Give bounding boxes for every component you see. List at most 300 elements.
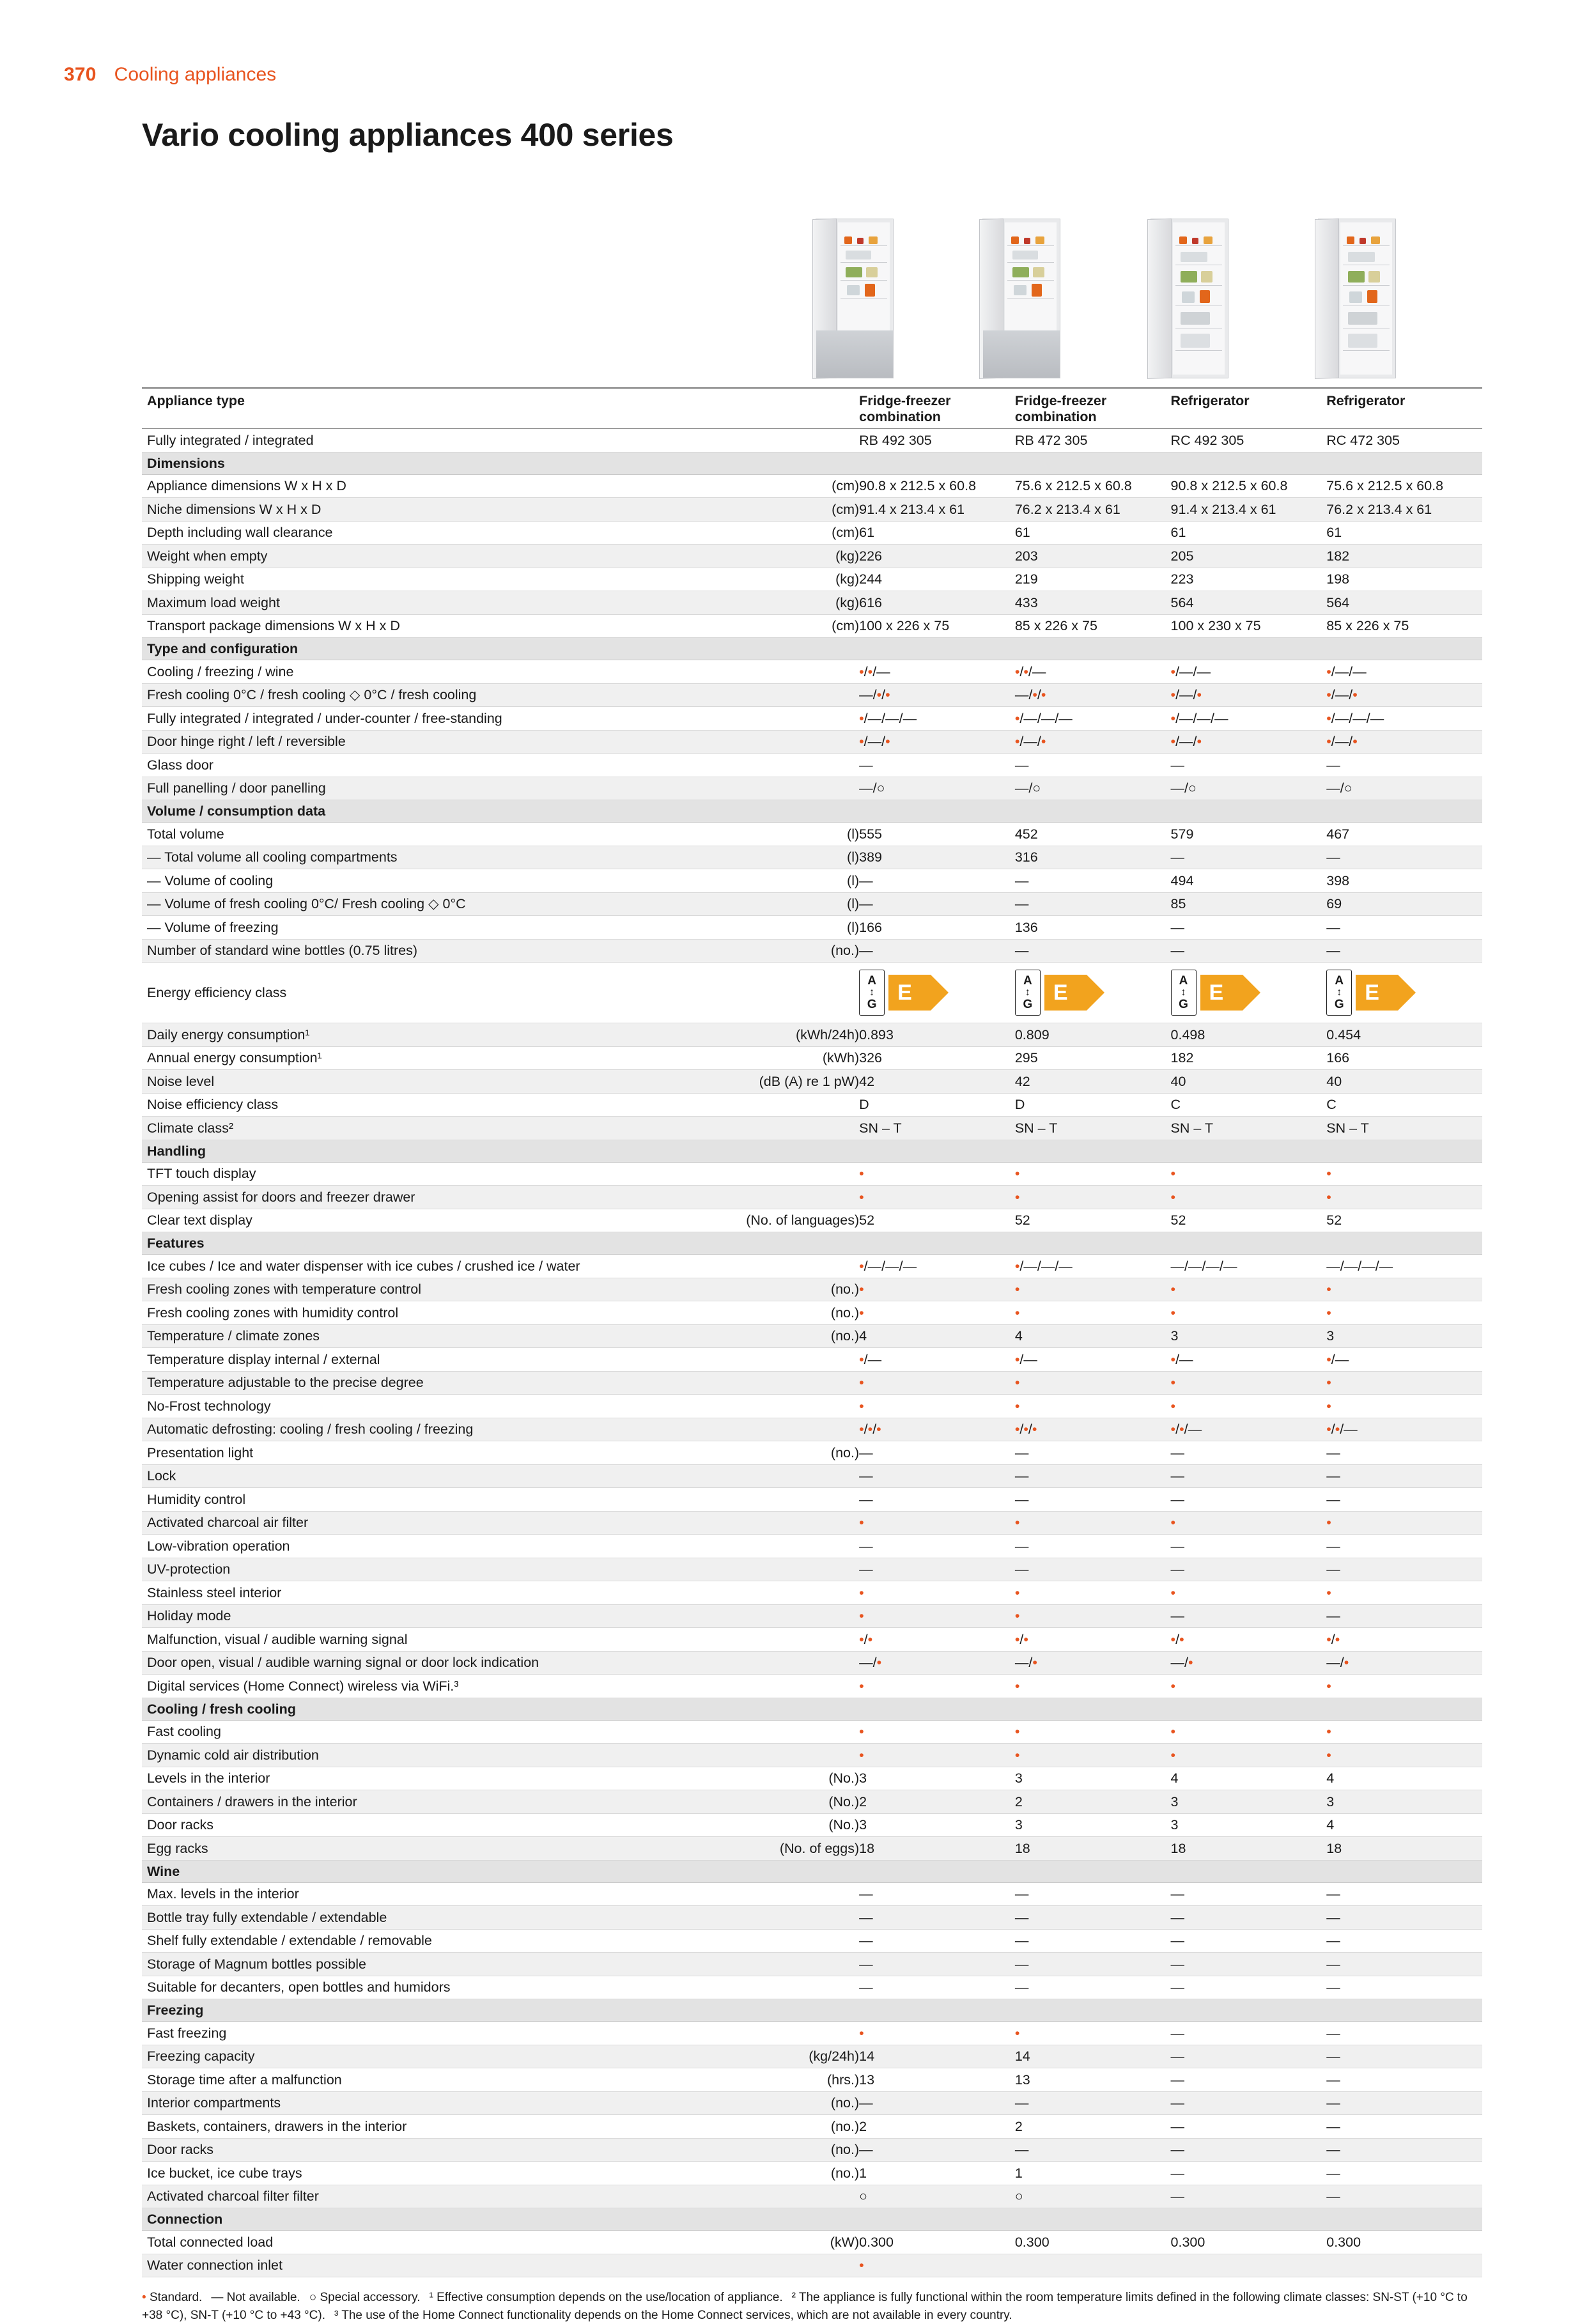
row-value-2: —	[1171, 2115, 1327, 2139]
energy-class-arrow: E	[1044, 975, 1104, 1011]
row-value-3: —	[1326, 1558, 1482, 1581]
row-value-2: —	[1171, 1604, 1327, 1628]
row-value-2: —	[1171, 2185, 1327, 2208]
row-label: Digital services (Home Connect) wireless via WiFi.³	[142, 1675, 715, 1698]
row-value-0: —	[859, 1488, 1015, 1512]
row-value-0: 61	[859, 521, 1015, 545]
row-value-2: —	[1171, 1441, 1327, 1465]
row-label: Annual energy consumption¹	[142, 1046, 715, 1070]
row-unit: (no.)	[715, 2091, 859, 2115]
row-label: Climate class²	[142, 1117, 715, 1140]
row-value-2: •/—/—	[1171, 660, 1327, 684]
row-unit	[715, 1117, 859, 1140]
row-unit: (cm)	[715, 521, 859, 545]
row-value-2: 100 x 230 x 75	[1171, 614, 1327, 638]
table-row	[142, 660, 1482, 684]
table-row	[142, 1278, 1482, 1301]
row-label: Activated charcoal filter filter	[142, 2185, 715, 2208]
row-unit: (kWh/24h)	[715, 1023, 859, 1047]
row-value-0: 100 x 226 x 75	[859, 614, 1015, 638]
row-value-3: •/—/—/—	[1326, 707, 1482, 731]
row-value-2: •	[1171, 1675, 1327, 1698]
row-value-3: •	[1326, 1186, 1482, 1209]
row-value-1: •/—/•	[1015, 730, 1171, 754]
row-label: — Volume of freezing	[142, 916, 715, 940]
row-value-0: •	[859, 2022, 1015, 2045]
row-value-0: —	[859, 1976, 1015, 1999]
footnotes: • Standard. — Not available. ○ Special accessory. ¹ Effective consumption depends on the use/location of appliance. ² The appliance is fully functional within the room temperature limits defined in the following climate classes: SN-ST (+10 °C to +38 °C), SN-T (+10 °C to +43 °C). ³ The use of the Home Connect functionality depends on the Home Connect services, which are not available in every country.	[142, 2291, 1468, 2322]
page-title: Vario cooling appliances 400 series	[142, 117, 674, 153]
table-row	[142, 1117, 1482, 1140]
row-value-1: •	[1015, 1675, 1171, 1698]
table-row	[142, 1813, 1482, 1837]
row-value-0: •/—/—/—	[859, 1255, 1015, 1278]
row-value-1: 452	[1015, 823, 1171, 846]
row-label: Opening assist for doors and freezer drawer	[142, 1186, 715, 1209]
row-value-0: —/○	[859, 777, 1015, 800]
row-value-0: •/—/•	[859, 730, 1015, 754]
row-value-2: —/○	[1171, 777, 1327, 800]
row-value-1: —	[1015, 1976, 1171, 1999]
energy-scale: A ↕ G	[1326, 970, 1352, 1016]
table-row	[142, 869, 1482, 893]
row-value-0: —	[859, 2091, 1015, 2115]
row-label: TFT touch display	[142, 1162, 715, 1186]
row-value-3: —	[1326, 1882, 1482, 1906]
row-value-2: C	[1171, 1093, 1327, 1117]
fully-integrated-label: Fully integrated / integrated	[142, 429, 715, 453]
row-value-0: —	[859, 754, 1015, 777]
row-label: Noise level	[142, 1070, 715, 1094]
table-row	[142, 2254, 1482, 2277]
row-value-2: 0.498	[1171, 1023, 1327, 1047]
row-unit	[715, 2022, 859, 2045]
row-value-1: —	[1015, 1929, 1171, 1953]
row-label: Cooling / freezing / wine	[142, 660, 715, 684]
row-value-3: —	[1326, 1535, 1482, 1558]
row-value-2: •	[1171, 1162, 1327, 1186]
group-header-handling: Handling	[142, 1140, 1482, 1162]
row-unit	[715, 1535, 859, 1558]
row-unit	[715, 1488, 859, 1512]
table-row	[142, 1395, 1482, 1418]
row-value-3: —	[1326, 2022, 1482, 2045]
row-value-3: •	[1326, 1675, 1482, 1698]
row-value-2: 223	[1171, 568, 1327, 591]
row-label: Appliance dimensions W x H x D	[142, 474, 715, 498]
row-value-1: •/•/•	[1015, 1418, 1171, 1441]
row-value-3: —	[1326, 1464, 1482, 1488]
table-row	[142, 916, 1482, 940]
row-value-1: •	[1015, 1301, 1171, 1325]
table-row	[142, 939, 1482, 963]
table-row	[142, 754, 1482, 777]
row-value-2: —	[1171, 1488, 1327, 1512]
row-label: Total connected load	[142, 2231, 715, 2254]
row-label: Bottle tray fully extendable / extendable	[142, 1906, 715, 1930]
row-value-0: 91.4 x 213.4 x 61	[859, 498, 1015, 522]
row-value-2: SN – T	[1171, 1117, 1327, 1140]
group-header-cooling-fresh-cooling: Cooling / fresh cooling	[142, 1698, 1482, 1720]
row-value-3: •/—/•	[1326, 730, 1482, 754]
row-value-1: —	[1015, 1906, 1171, 1930]
row-value-2: 4	[1171, 1767, 1327, 1790]
table-row	[142, 1628, 1482, 1652]
row-value-1: —	[1015, 939, 1171, 963]
row-value-3: 0.300	[1326, 2231, 1482, 2254]
row-unit: (no.)	[715, 2115, 859, 2139]
row-value-0: •	[859, 1720, 1015, 1744]
row-value-2: •	[1171, 1395, 1327, 1418]
row-unit: (kg)	[715, 591, 859, 615]
column-model-1: RB 472 305	[1015, 429, 1171, 453]
row-value-2: —/—/—/—	[1171, 1255, 1327, 1278]
row-value-0: 616	[859, 591, 1015, 615]
row-value-2: •/—/•	[1171, 683, 1327, 707]
row-value-3: 166	[1326, 1046, 1482, 1070]
row-value-0: 2	[859, 1790, 1015, 1814]
row-value-3: •	[1326, 1720, 1482, 1744]
row-label: Malfunction, visual / audible warning signal	[142, 1628, 715, 1652]
table-row	[142, 2045, 1482, 2068]
row-value-3: •/•	[1326, 1628, 1482, 1652]
row-value-3: C	[1326, 1093, 1482, 1117]
energy-class-arrow: E	[1200, 975, 1260, 1011]
row-value-0: 389	[859, 846, 1015, 869]
row-unit	[715, 1882, 859, 1906]
row-value-3: •	[1326, 1301, 1482, 1325]
row-unit: (l)	[715, 869, 859, 893]
row-value-1: •	[1015, 1395, 1171, 1418]
row-value-3: 52	[1326, 1209, 1482, 1232]
row-label: Noise efficiency class	[142, 1093, 715, 1117]
row-value-0: •/—	[859, 1348, 1015, 1372]
row-value-0: •	[859, 1604, 1015, 1628]
row-unit	[715, 1906, 859, 1930]
table-row	[142, 2185, 1482, 2208]
row-unit: (hrs.)	[715, 2068, 859, 2092]
row-value-2: —	[1171, 1929, 1327, 1953]
row-value-1: •	[1015, 1371, 1171, 1395]
row-value-1: 0.809	[1015, 1023, 1171, 1047]
table-row	[142, 1581, 1482, 1605]
table-row	[142, 892, 1482, 916]
row-value-3: —	[1326, 1976, 1482, 1999]
row-label: Low-vibration operation	[142, 1535, 715, 1558]
row-unit	[715, 1953, 859, 1976]
row-unit: (No.)	[715, 1767, 859, 1790]
row-label: Temperature adjustable to the precise degree	[142, 1371, 715, 1395]
row-value-0: 1	[859, 2162, 1015, 2185]
row-value-0: 3	[859, 1767, 1015, 1790]
row-value-1: •	[1015, 2022, 1171, 2045]
row-unit: (l)	[715, 846, 859, 869]
row-value-0: —	[859, 2138, 1015, 2162]
row-label: Freezing capacity	[142, 2045, 715, 2068]
table-row	[142, 521, 1482, 545]
row-label: Levels in the interior	[142, 1767, 715, 1790]
table-row	[142, 1186, 1482, 1209]
row-value-0: •	[859, 1395, 1015, 1418]
row-label: — Total volume all cooling compartments	[142, 846, 715, 869]
row-value-0: 226	[859, 545, 1015, 568]
row-label: Holiday mode	[142, 1604, 715, 1628]
row-unit: (no.)	[715, 1324, 859, 1348]
row-value-0: —	[859, 1535, 1015, 1558]
row-value-1: 52	[1015, 1209, 1171, 1232]
row-label: Shipping weight	[142, 568, 715, 591]
row-label: Fresh cooling zones with humidity control	[142, 1301, 715, 1325]
row-label: Door racks	[142, 2138, 715, 2162]
column-model-0: RB 492 305	[859, 429, 1015, 453]
row-value-1: •/—/—/—	[1015, 707, 1171, 731]
row-label: UV-protection	[142, 1558, 715, 1581]
row-value-1: —	[1015, 1882, 1171, 1906]
row-value-0: D	[859, 1093, 1015, 1117]
table-row	[142, 1604, 1482, 1628]
table-row	[142, 1744, 1482, 1767]
row-value-0: —/•	[859, 1651, 1015, 1675]
row-label: Containers / drawers in the interior	[142, 1790, 715, 1814]
energy-label-cell-0	[859, 963, 1015, 1023]
row-value-2: 90.8 x 212.5 x 60.8	[1171, 474, 1327, 498]
table-row	[142, 1558, 1482, 1581]
table-row	[142, 1675, 1482, 1698]
row-value-0: •	[859, 1675, 1015, 1698]
row-label: Transport package dimensions W x H x D	[142, 614, 715, 638]
row-value-0: —	[859, 1558, 1015, 1581]
row-unit: (no.)	[715, 1301, 859, 1325]
row-value-1: •	[1015, 1581, 1171, 1605]
row-label: Water connection inlet	[142, 2254, 715, 2277]
row-value-3: —	[1326, 1488, 1482, 1512]
row-label: Fast freezing	[142, 2022, 715, 2045]
row-value-2: —	[1171, 939, 1327, 963]
row-label: No-Frost technology	[142, 1395, 715, 1418]
row-value-2: 40	[1171, 1070, 1327, 1094]
row-value-3: 61	[1326, 521, 1482, 545]
row-value-2: 494	[1171, 869, 1327, 893]
table-row	[142, 1070, 1482, 1094]
row-value-1: •	[1015, 1162, 1171, 1186]
row-value-3: —	[1326, 1906, 1482, 1930]
table-row	[142, 1882, 1482, 1906]
row-unit	[715, 1628, 859, 1652]
row-value-3: —	[1326, 2162, 1482, 2185]
row-value-0: —	[859, 1464, 1015, 1488]
row-unit: (kWh)	[715, 1046, 859, 1070]
row-label: Baskets, containers, drawers in the interior	[142, 2115, 715, 2139]
row-value-1: •	[1015, 1604, 1171, 1628]
row-value-0: 18	[859, 1837, 1015, 1861]
product-image-strip	[0, 193, 1596, 378]
row-value-1: —/•	[1015, 1651, 1171, 1675]
row-value-1: 3	[1015, 1813, 1171, 1837]
group-header-connection: Connection	[142, 2208, 1482, 2231]
row-value-1: •/—	[1015, 1348, 1171, 1372]
row-value-3: •/•/—	[1326, 1418, 1482, 1441]
row-value-2: 0.300	[1171, 2231, 1327, 2254]
table-row	[142, 1371, 1482, 1395]
table-row	[142, 1023, 1482, 1047]
row-value-0: •	[859, 1301, 1015, 1325]
row-label: Energy efficiency class	[142, 963, 715, 1023]
row-unit: (l)	[715, 892, 859, 916]
row-value-0: —	[859, 1929, 1015, 1953]
row-unit	[715, 1371, 859, 1395]
row-value-0: •	[859, 1744, 1015, 1767]
row-value-3: •	[1326, 1511, 1482, 1535]
row-unit: (l)	[715, 916, 859, 940]
row-label: — Volume of cooling	[142, 869, 715, 893]
row-value-1: 219	[1015, 568, 1171, 591]
energy-label-cell-1	[1015, 963, 1171, 1023]
table-row	[142, 1348, 1482, 1372]
row-value-0: 90.8 x 212.5 x 60.8	[859, 474, 1015, 498]
row-value-2: •	[1171, 1186, 1327, 1209]
table-row	[142, 2162, 1482, 2185]
row-value-3: •	[1326, 1278, 1482, 1301]
table-row	[142, 1767, 1482, 1790]
row-unit	[715, 1348, 859, 1372]
row-unit: (kW)	[715, 2231, 859, 2254]
row-value-3: •/—	[1326, 1348, 1482, 1372]
row-unit: (cm)	[715, 498, 859, 522]
table-row	[142, 1301, 1482, 1325]
row-value-1: 42	[1015, 1070, 1171, 1094]
row-value-0: 244	[859, 568, 1015, 591]
row-value-1: •	[1015, 1511, 1171, 1535]
row-value-1: 4	[1015, 1324, 1171, 1348]
row-value-3: —	[1326, 2185, 1482, 2208]
energy-label-cell-3	[1326, 963, 1482, 1023]
row-value-1: —	[1015, 1488, 1171, 1512]
table-row	[142, 498, 1482, 522]
row-value-2	[1171, 2254, 1327, 2277]
row-value-3: 85 x 226 x 75	[1326, 614, 1482, 638]
row-unit	[715, 1162, 859, 1186]
row-unit	[715, 1744, 859, 1767]
page-number: 370	[64, 64, 97, 85]
row-value-3: —	[1326, 2068, 1482, 2092]
column-type-3: Refrigerator	[1326, 388, 1482, 429]
row-value-0: •	[859, 1186, 1015, 1209]
row-value-0: —	[859, 892, 1015, 916]
row-unit: (kg/24h)	[715, 2045, 859, 2068]
footnote-2: ² The appliance is fully functional within the room temperature limits defined in the following climate classes: SN-ST (+10 °C to +38 °C), SN-T (+10 °C to +43 °C).	[142, 2291, 1468, 2322]
row-unit: (No.)	[715, 1813, 859, 1837]
row-value-3: —	[1326, 939, 1482, 963]
row-value-3: —/•	[1326, 1651, 1482, 1675]
row-label: Maximum load weight	[142, 591, 715, 615]
row-unit	[715, 1675, 859, 1698]
row-value-1: •	[1015, 1186, 1171, 1209]
table-row	[142, 1837, 1482, 1861]
table-row	[142, 2068, 1482, 2092]
row-label: Storage of Magnum bottles possible	[142, 1953, 715, 1976]
row-value-3: —/○	[1326, 777, 1482, 800]
row-label: Clear text display	[142, 1209, 715, 1232]
row-value-2: 564	[1171, 591, 1327, 615]
appliance-type-label: Appliance type	[142, 388, 715, 429]
row-unit: (no.)	[715, 1441, 859, 1465]
row-label: Ice cubes / Ice and water dispenser with ice cubes / crushed ice / water	[142, 1255, 715, 1278]
row-unit	[715, 1186, 859, 1209]
row-unit: (no.)	[715, 1278, 859, 1301]
row-value-2: —	[1171, 2162, 1327, 2185]
product-image-rb492305	[816, 219, 894, 378]
row-label: Temperature display internal / external	[142, 1348, 715, 1372]
row-unit: (kg)	[715, 545, 859, 568]
row-unit	[715, 963, 859, 1023]
footnote-standard: Standard.	[149, 2291, 203, 2304]
row-unit	[715, 1558, 859, 1581]
product-image-rc492305	[1151, 219, 1228, 378]
row-value-1: 136	[1015, 916, 1171, 940]
column-type-1: Fridge-freezer combination	[1015, 388, 1171, 429]
row-value-2: —	[1171, 2091, 1327, 2115]
row-value-2: —	[1171, 2138, 1327, 2162]
row-value-3: SN – T	[1326, 1117, 1482, 1140]
row-unit	[715, 1581, 859, 1605]
group-header-dimensions: Dimensions	[142, 452, 1482, 474]
row-unit: (no.)	[715, 2138, 859, 2162]
table-row	[142, 707, 1482, 731]
row-value-3: —/—/—/—	[1326, 1255, 1482, 1278]
footnote-3: ³ The use of the Home Connect functionality depends on the Home Connect services, which are not available in every country.	[334, 2308, 1012, 2322]
row-value-3: •	[1326, 1162, 1482, 1186]
row-label: Fully integrated / integrated / under-counter / free-standing	[142, 707, 715, 731]
row-value-0: •/•/•	[859, 1418, 1015, 1441]
table-row	[142, 2091, 1482, 2115]
row-value-3: —	[1326, 846, 1482, 869]
row-unit	[715, 707, 859, 731]
row-value-1: 1	[1015, 2162, 1171, 2185]
energy-scale: A ↕ G	[1015, 970, 1041, 1016]
row-value-2: •/•/—	[1171, 1418, 1327, 1441]
row-value-3: —	[1326, 2138, 1482, 2162]
energy-label-cell-2	[1171, 963, 1327, 1023]
table-row	[142, 1162, 1482, 1186]
table-row	[142, 545, 1482, 568]
row-unit: (cm)	[715, 614, 859, 638]
row-value-0: 0.300	[859, 2231, 1015, 2254]
row-value-2: —	[1171, 1464, 1327, 1488]
row-value-3: 182	[1326, 545, 1482, 568]
row-unit	[715, 1929, 859, 1953]
row-value-1: 3	[1015, 1767, 1171, 1790]
row-value-1: 85 x 226 x 75	[1015, 614, 1171, 638]
row-unit	[715, 1651, 859, 1675]
row-label: Glass door	[142, 754, 715, 777]
row-value-1: —/•/•	[1015, 683, 1171, 707]
row-value-3: •	[1326, 1371, 1482, 1395]
row-value-2: •	[1171, 1371, 1327, 1395]
row-label: Suitable for decanters, open bottles and humidors	[142, 1976, 715, 1999]
table-row	[142, 846, 1482, 869]
row-value-1: 61	[1015, 521, 1171, 545]
row-unit: (No.)	[715, 1790, 859, 1814]
energy-class-arrow: E	[1356, 975, 1416, 1011]
row-unit	[715, 1464, 859, 1488]
row-value-0: •	[859, 1371, 1015, 1395]
row-unit: (kg)	[715, 568, 859, 591]
row-value-1: 76.2 x 213.4 x 61	[1015, 498, 1171, 522]
table-row	[142, 1929, 1482, 1953]
row-value-1: 13	[1015, 2068, 1171, 2092]
row-value-3: —	[1326, 754, 1482, 777]
row-value-2: 3	[1171, 1790, 1327, 1814]
